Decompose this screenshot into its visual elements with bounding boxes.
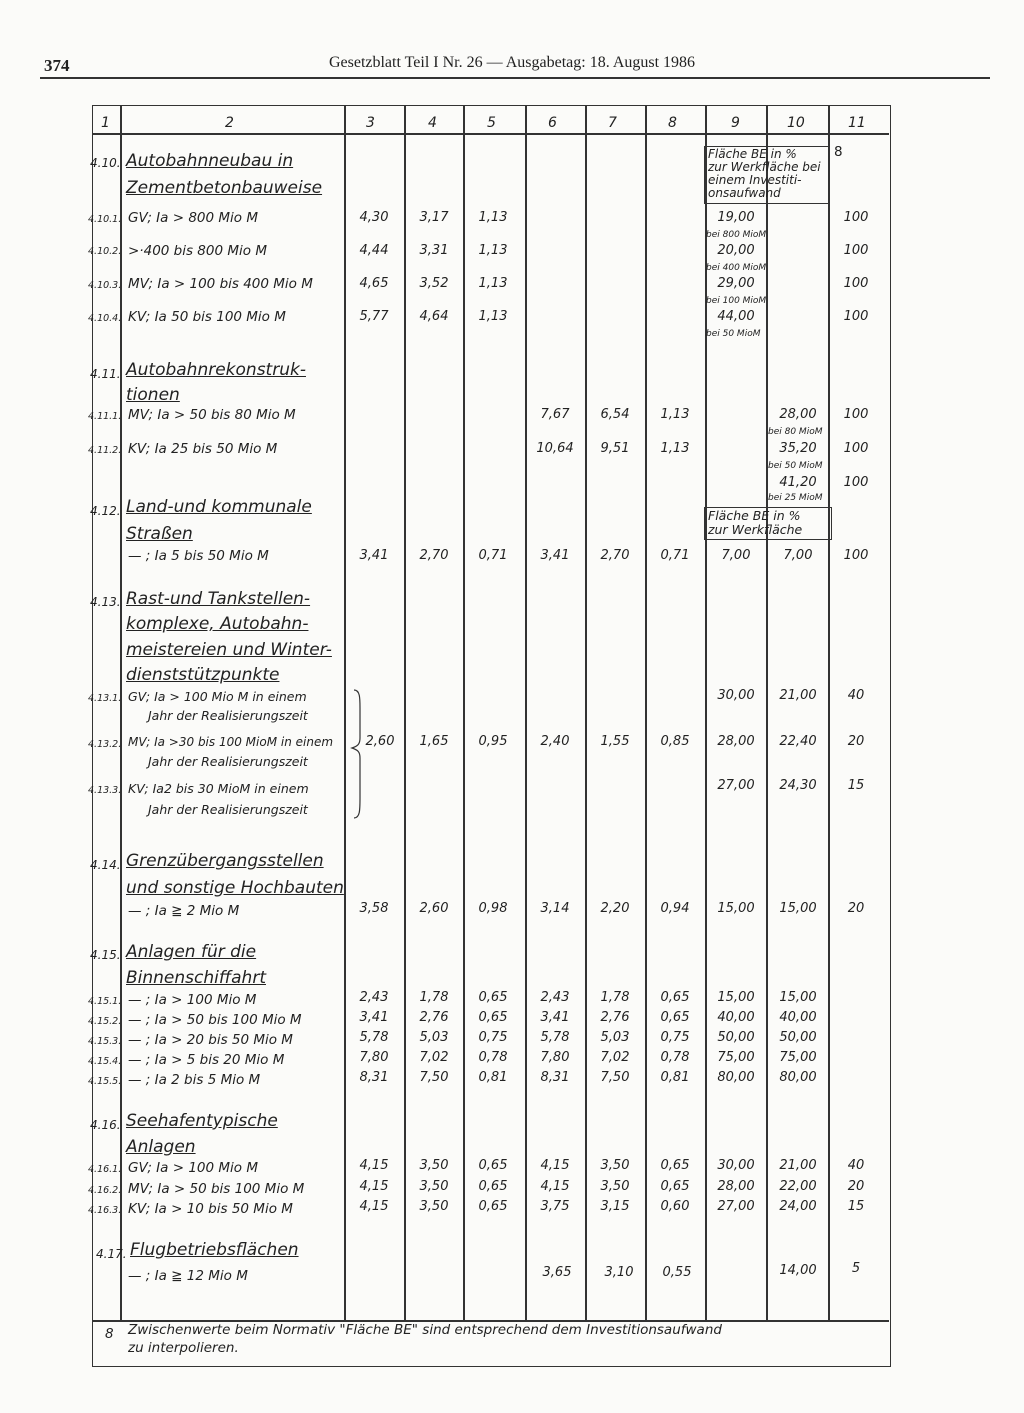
page-header-title: Gesetzblatt Teil I Nr. 26 — Ausgabetag: 18. August 1986 bbox=[328, 54, 696, 71]
cell-c4: 3,52 bbox=[419, 276, 449, 291]
cell-c7: 7,50 bbox=[600, 1070, 630, 1085]
row-number: 4.15.2. bbox=[88, 1016, 122, 1027]
row-description: — ; Ia ≧ 12 Mio M bbox=[128, 1268, 248, 1284]
cell-c10: 24,00 bbox=[779, 1199, 817, 1214]
cell-c9-note: bei 800 MioM bbox=[706, 230, 767, 240]
cell-c5: 0,95 bbox=[478, 734, 508, 749]
cell-c4: 4,64 bbox=[419, 309, 449, 324]
section-number: 4.11. bbox=[90, 367, 121, 381]
cell-c3: 2,60 bbox=[365, 734, 395, 749]
cell-c9: 40,00 bbox=[717, 1010, 755, 1025]
cell-c6: 3,75 bbox=[540, 1199, 570, 1214]
cell-c10: 28,00 bbox=[779, 407, 817, 422]
section-title: Grenzübergangsstellen bbox=[126, 851, 324, 871]
row-number: 4.15.4. bbox=[88, 1056, 122, 1067]
row-description: MV; Ia > 50 bis 80 Mio M bbox=[128, 407, 296, 423]
section-title: Flugbetriebsflächen bbox=[130, 1240, 299, 1260]
cell-c5: 1,13 bbox=[478, 276, 508, 291]
header-row-rule bbox=[92, 133, 889, 135]
section-number: 4.10. bbox=[90, 156, 121, 170]
cell-c11: 15 bbox=[847, 778, 865, 793]
cell-c11: 40 bbox=[847, 688, 865, 703]
section-title: Straßen bbox=[126, 524, 193, 544]
cell-c11: 100 bbox=[843, 243, 869, 258]
row-number: 4.13.3. bbox=[88, 785, 122, 796]
section-number: 4.15. bbox=[90, 948, 121, 962]
cell-c9: 15,00 bbox=[717, 990, 755, 1005]
cell-c5: 1,13 bbox=[478, 309, 508, 324]
col-header-9: 9 bbox=[731, 115, 740, 131]
cell-c6: 3,14 bbox=[540, 901, 570, 916]
cell-c11: 40 bbox=[847, 1158, 865, 1173]
cell-c4: 3,50 bbox=[419, 1179, 449, 1194]
section-title: Autobahnrekonstruk- bbox=[126, 360, 306, 380]
row-number: 4.16.2. bbox=[88, 1185, 122, 1196]
cell-c7: 3,15 bbox=[600, 1199, 630, 1214]
footnote-text: Zwischenwerte beim Normativ "Fläche BE" sind entsprechend dem Investitionsaufwand bbox=[128, 1322, 722, 1338]
col-header-3: 3 bbox=[366, 115, 375, 131]
cell-c6: 7,80 bbox=[540, 1050, 570, 1065]
cell-c9: 27,00 bbox=[717, 778, 755, 793]
section-title: Land-und kommunale bbox=[126, 497, 312, 517]
cell-c10: 22,40 bbox=[779, 734, 817, 749]
cell-c6: 2,43 bbox=[540, 990, 570, 1005]
section-title: dienststützpunkte bbox=[126, 665, 280, 685]
cell-c5: 0,98 bbox=[478, 901, 508, 916]
section-title: Binnenschiffahrt bbox=[126, 968, 266, 988]
cell-c9: 30,00 bbox=[717, 688, 755, 703]
cell-c9: 28,00 bbox=[717, 1179, 755, 1194]
cell-c7: 2,70 bbox=[600, 548, 630, 563]
cell-c10-note: bei 25 MioM bbox=[768, 493, 823, 503]
section-title: Autobahnneubau in bbox=[126, 151, 294, 171]
cell-c11: 100 bbox=[843, 309, 869, 324]
cell-c11: 20 bbox=[847, 901, 865, 916]
header-rule bbox=[40, 77, 990, 79]
cell-c7: 3,10 bbox=[604, 1265, 634, 1280]
cell-c11: 100 bbox=[843, 441, 869, 456]
row-description: GV; Ia > 100 Mio M in einem bbox=[128, 689, 307, 704]
cell-c4: 3,31 bbox=[419, 243, 449, 258]
row-number: 4.15.1. bbox=[88, 996, 122, 1007]
cell-c8: 0,78 bbox=[660, 1050, 690, 1065]
row-description: KV; Ia2 bis 30 MioM in einem bbox=[128, 781, 309, 796]
cell-c3: 3,41 bbox=[359, 1010, 389, 1025]
row-number: 4.16.1. bbox=[88, 1164, 122, 1175]
cell-c11: 100 bbox=[843, 407, 869, 422]
box-line: Fläche BE in % bbox=[708, 508, 801, 523]
cell-c10: 22,00 bbox=[779, 1179, 817, 1194]
cell-c7: 1,78 bbox=[600, 990, 630, 1005]
cell-c7: 2,76 bbox=[600, 1010, 630, 1025]
cell-c9: 28,00 bbox=[717, 734, 755, 749]
cell-c10: 15,00 bbox=[779, 901, 817, 916]
cell-c5: 0,65 bbox=[478, 1010, 508, 1025]
section-number: 4.13. bbox=[90, 595, 121, 609]
cell-c10-note: bei 80 MioM bbox=[768, 427, 823, 437]
cell-c6: 4,15 bbox=[540, 1158, 570, 1173]
cell-c9-note: bei 50 MioM bbox=[706, 329, 761, 339]
cell-c8: 0,71 bbox=[660, 548, 690, 563]
cell-c7: 7,02 bbox=[600, 1050, 630, 1065]
col-header-7: 7 bbox=[608, 115, 617, 131]
cell-c7: 3,50 bbox=[600, 1179, 630, 1194]
cell-c5: 0,65 bbox=[478, 1199, 508, 1214]
cell-c8: 0,65 bbox=[660, 990, 690, 1005]
col-header-2: 2 bbox=[225, 115, 234, 131]
cell-c8: 0,65 bbox=[660, 1158, 690, 1173]
cell-c4: 2,76 bbox=[419, 1010, 449, 1025]
section-title: und sonstige Hochbauten bbox=[126, 878, 344, 898]
box-line: onsaufwand bbox=[708, 186, 781, 200]
cell-c3: 4,15 bbox=[359, 1158, 389, 1173]
col-divider bbox=[766, 105, 768, 1320]
row-description: Jahr der Realisierungszeit bbox=[148, 754, 308, 769]
cell-c10: 41,20 bbox=[779, 475, 817, 490]
cell-c6: 10,64 bbox=[536, 441, 574, 456]
row-number: 4.11.2. bbox=[88, 445, 122, 456]
col-divider bbox=[525, 105, 527, 1320]
cell-c9: 80,00 bbox=[717, 1070, 755, 1085]
section-number: 4.12. bbox=[90, 504, 121, 518]
cell-c10: 21,00 bbox=[779, 688, 817, 703]
cell-c8: 0,60 bbox=[660, 1199, 690, 1214]
row-description: Jahr der Realisierungszeit bbox=[148, 802, 308, 817]
cell-c11: 100 bbox=[843, 548, 869, 563]
cell-c4: 2,70 bbox=[419, 548, 449, 563]
note-box-area-ratio-investment bbox=[704, 146, 830, 204]
cell-c3: 3,58 bbox=[359, 901, 389, 916]
cell-c8: 0,85 bbox=[660, 734, 690, 749]
row-description: Jahr der Realisierungszeit bbox=[148, 708, 308, 723]
cell-c3: 4,65 bbox=[359, 276, 389, 291]
cell-c7: 3,50 bbox=[600, 1158, 630, 1173]
cell-c4: 1,65 bbox=[419, 734, 449, 749]
cell-c6: 4,15 bbox=[540, 1179, 570, 1194]
section-title: meistereien und Winter- bbox=[126, 640, 332, 660]
row-description: KV; Ia 50 bis 100 Mio M bbox=[128, 309, 286, 325]
footnote-mark-8: 8 bbox=[834, 144, 843, 160]
section-title: Anlagen bbox=[126, 1137, 196, 1157]
cell-c10: 75,00 bbox=[779, 1050, 817, 1065]
cell-c5: 0,65 bbox=[478, 1158, 508, 1173]
row-description: — ; Ia 2 bis 5 Mio M bbox=[128, 1072, 261, 1088]
grouping-brace bbox=[340, 688, 364, 820]
section-number: 4.17. bbox=[96, 1247, 127, 1261]
section-title: tionen bbox=[126, 385, 180, 405]
section-number: 4.16. bbox=[90, 1118, 121, 1132]
cell-c9: 44,00 bbox=[717, 309, 755, 324]
cell-c9: 7,00 bbox=[721, 548, 751, 563]
cell-c11: 5 bbox=[851, 1261, 861, 1276]
row-description: — ; Ia ≧ 2 Mio M bbox=[128, 903, 240, 919]
row-number: 4.10.4. bbox=[88, 313, 122, 324]
row-number: 4.15.3. bbox=[88, 1036, 122, 1047]
row-description: MV; Ia >30 bis 100 MioM in einem bbox=[128, 735, 334, 749]
section-number: 4.14. bbox=[90, 858, 121, 872]
cell-c9: 50,00 bbox=[717, 1030, 755, 1045]
cell-c9-note: bei 400 MioM bbox=[706, 263, 767, 273]
box-line: zur Werkfläche bei bbox=[708, 160, 821, 174]
row-number: 4.15.5. bbox=[88, 1076, 122, 1087]
cell-c4: 3,17 bbox=[419, 210, 449, 225]
cell-c4: 5,03 bbox=[419, 1030, 449, 1045]
cell-c10: 24,30 bbox=[779, 778, 817, 793]
cell-c9: 29,00 bbox=[717, 276, 755, 291]
row-number: 4.13.1. bbox=[88, 693, 122, 704]
col-divider bbox=[585, 105, 587, 1320]
cell-c10: 14,00 bbox=[779, 1263, 817, 1278]
box-line: Fläche BE in % bbox=[708, 147, 797, 161]
cell-c5: 1,13 bbox=[478, 210, 508, 225]
cell-c8: 0,65 bbox=[660, 1179, 690, 1194]
cell-c3: 4,15 bbox=[359, 1199, 389, 1214]
cell-c7: 5,03 bbox=[600, 1030, 630, 1045]
row-description: — ; Ia > 5 bis 20 Mio M bbox=[128, 1052, 285, 1068]
box-line: zur Werkfläche bbox=[708, 522, 803, 537]
cell-c3: 3,41 bbox=[359, 548, 389, 563]
cell-c8: 0,65 bbox=[660, 1010, 690, 1025]
section-title: Seehafentypische bbox=[126, 1111, 278, 1131]
row-description: GV; Ia > 800 Mio M bbox=[128, 210, 258, 226]
row-number: 4.16.3. bbox=[88, 1205, 122, 1216]
cell-c6: 8,31 bbox=[540, 1070, 570, 1085]
row-description: KV; Ia > 10 bis 50 Mio M bbox=[128, 1201, 293, 1217]
box-line: einem Investiti- bbox=[708, 173, 802, 187]
cell-c9-note: bei 100 MioM bbox=[706, 296, 767, 306]
cell-c10: 7,00 bbox=[783, 548, 813, 563]
row-description: MV; Ia > 100 bis 400 Mio M bbox=[128, 276, 313, 292]
cell-c3: 5,77 bbox=[359, 309, 389, 324]
cell-c8: 0,55 bbox=[662, 1265, 692, 1280]
cell-c5: 0,65 bbox=[478, 1179, 508, 1194]
cell-c10: 50,00 bbox=[779, 1030, 817, 1045]
cell-c6: 2,40 bbox=[540, 734, 570, 749]
row-number: 4.10.2. bbox=[88, 246, 122, 257]
cell-c6: 7,67 bbox=[540, 407, 570, 422]
cell-c9: 20,00 bbox=[717, 243, 755, 258]
cell-c10: 15,00 bbox=[779, 990, 817, 1005]
row-number: 4.13.2. bbox=[88, 739, 122, 750]
cell-c10-note: bei 50 MioM bbox=[768, 461, 823, 471]
page-number: 374 bbox=[44, 56, 70, 75]
col-header-8: 8 bbox=[668, 115, 677, 131]
cell-c5: 0,75 bbox=[478, 1030, 508, 1045]
cell-c3: 2,43 bbox=[359, 990, 389, 1005]
row-description: — ; Ia > 20 bis 50 Mio M bbox=[128, 1032, 293, 1048]
row-description: >·400 bis 800 Mio M bbox=[128, 243, 267, 259]
cell-c5: 0,65 bbox=[478, 990, 508, 1005]
cell-c11: 20 bbox=[847, 734, 865, 749]
footnote-text: zu interpolieren. bbox=[128, 1340, 239, 1356]
row-description: KV; Ia 25 bis 50 Mio M bbox=[128, 441, 278, 457]
cell-c9: 15,00 bbox=[717, 901, 755, 916]
cell-c5: 0,71 bbox=[478, 548, 508, 563]
cell-c9: 27,00 bbox=[717, 1199, 755, 1214]
cell-c6: 3,65 bbox=[542, 1265, 572, 1280]
section-title: Rast-und Tankstellen- bbox=[126, 589, 311, 609]
row-description: — ; Ia 5 bis 50 Mio M bbox=[128, 548, 269, 564]
cell-c11: 100 bbox=[843, 475, 869, 490]
cell-c9: 30,00 bbox=[717, 1158, 755, 1173]
col-header-1: 1 bbox=[101, 115, 110, 131]
cell-c11: 15 bbox=[847, 1199, 865, 1214]
cell-c3: 4,44 bbox=[359, 243, 389, 258]
cell-c10: 40,00 bbox=[779, 1010, 817, 1025]
cell-c7: 9,51 bbox=[600, 441, 630, 456]
cell-c9: 75,00 bbox=[717, 1050, 755, 1065]
cell-c5: 0,81 bbox=[478, 1070, 508, 1085]
row-number: 4.10.1. bbox=[88, 214, 122, 225]
cell-c6: 5,78 bbox=[540, 1030, 570, 1045]
section-title: Zementbetonbauweise bbox=[126, 178, 323, 198]
cell-c3: 4,15 bbox=[359, 1179, 389, 1194]
col-header-6: 6 bbox=[548, 115, 557, 131]
cell-c6: 3,41 bbox=[540, 1010, 570, 1025]
cell-c5: 1,13 bbox=[478, 243, 508, 258]
cell-c8: 0,94 bbox=[660, 901, 690, 916]
cell-c11: 20 bbox=[847, 1179, 865, 1194]
note-box-area-ratio bbox=[704, 507, 832, 540]
section-title: komplexe, Autobahn- bbox=[126, 614, 309, 634]
row-description: — ; Ia > 50 bis 100 Mio M bbox=[128, 1012, 302, 1028]
cell-c4: 3,50 bbox=[419, 1158, 449, 1173]
section-title: Anlagen für die bbox=[126, 942, 257, 962]
col-header-10: 10 bbox=[787, 115, 805, 131]
col-divider bbox=[645, 105, 647, 1320]
cell-c7: 1,55 bbox=[600, 734, 630, 749]
col-header-5: 5 bbox=[487, 115, 496, 131]
cell-c8: 0,81 bbox=[660, 1070, 690, 1085]
cell-c7: 2,20 bbox=[600, 901, 630, 916]
cell-c4: 2,60 bbox=[419, 901, 449, 916]
footnote-mark: 8 bbox=[105, 1326, 114, 1342]
cell-c4: 1,78 bbox=[419, 990, 449, 1005]
row-number: 4.10.3. bbox=[88, 280, 122, 291]
row-description: GV; Ia > 100 Mio M bbox=[128, 1160, 258, 1176]
cell-c9: 19,00 bbox=[717, 210, 755, 225]
cell-c3: 7,80 bbox=[359, 1050, 389, 1065]
cell-c3: 4,30 bbox=[359, 210, 389, 225]
col-header-4: 4 bbox=[428, 115, 437, 131]
cell-c11: 100 bbox=[843, 276, 869, 291]
cell-c11: 100 bbox=[843, 210, 869, 225]
row-description: — ; Ia > 100 Mio M bbox=[128, 992, 257, 1008]
cell-c3: 8,31 bbox=[359, 1070, 389, 1085]
cell-c7: 6,54 bbox=[600, 407, 630, 422]
cell-c6: 3,41 bbox=[540, 548, 570, 563]
cell-c10: 80,00 bbox=[779, 1070, 817, 1085]
cell-c8: 1,13 bbox=[660, 441, 690, 456]
row-description: MV; Ia > 50 bis 100 Mio M bbox=[128, 1181, 305, 1197]
cell-c5: 0,78 bbox=[478, 1050, 508, 1065]
cell-c4: 7,02 bbox=[419, 1050, 449, 1065]
cell-c10: 35,20 bbox=[779, 441, 817, 456]
cell-c4: 7,50 bbox=[419, 1070, 449, 1085]
col-header-11: 11 bbox=[848, 115, 866, 131]
cell-c4: 3,50 bbox=[419, 1199, 449, 1214]
row-number: 4.11.1. bbox=[88, 411, 122, 422]
cell-c8: 1,13 bbox=[660, 407, 690, 422]
cell-c8: 0,75 bbox=[660, 1030, 690, 1045]
cell-c10: 21,00 bbox=[779, 1158, 817, 1173]
cell-c3: 5,78 bbox=[359, 1030, 389, 1045]
